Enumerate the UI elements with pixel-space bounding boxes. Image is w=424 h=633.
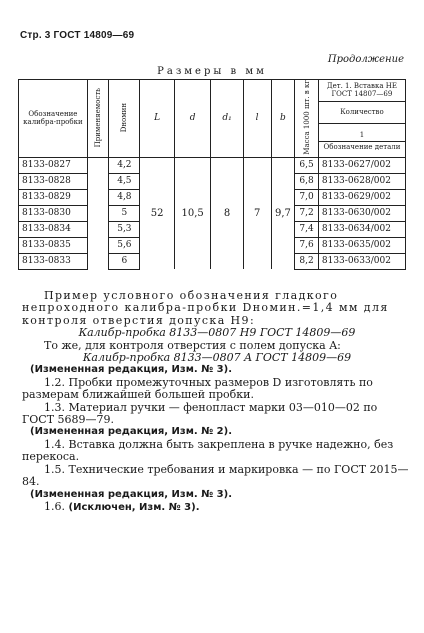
header-quantity-value: 1 <box>319 129 405 142</box>
cell-d1: 8 <box>211 157 243 269</box>
cell-mass: 6,8 <box>295 173 319 189</box>
cell-mass: 7,6 <box>295 237 319 253</box>
header-quantity-label: Количество <box>318 101 405 123</box>
cell-applicability <box>87 237 109 253</box>
cell-mass: 7,0 <box>295 189 319 205</box>
header-dnom: Dномин <box>109 80 140 158</box>
paragraph-1-2: 1.2. Пробки промежуточных размеров D изготовлять по размерам ближайшей большей пробки. <box>22 375 373 402</box>
cell-code: 8133-0828 <box>19 173 88 189</box>
cell-l: 7 <box>243 157 271 269</box>
cell-dnom: 4,2 <box>109 157 140 173</box>
cell-detail: 8133-0629/002 <box>318 189 405 205</box>
cell-detail: 8133-0633/002 <box>318 253 405 269</box>
cell-detail: 8133-0630/002 <box>318 205 405 221</box>
header-b: b <box>271 80 295 158</box>
cell-code: 8133-0834 <box>19 221 88 237</box>
cell-mass: 6,5 <box>295 157 319 173</box>
cell-dnom: 5,6 <box>109 237 140 253</box>
cell-applicability <box>87 253 109 269</box>
example-paragraph: Пример условного обозначения гладкого непроходного калибра-пробки Dномин.=1,4 мм для контроля отверстия допуска H9: <box>22 289 389 327</box>
cell-applicability <box>87 221 109 237</box>
cell-code: 8133-0833 <box>19 253 88 269</box>
cell-dnom: 6 <box>109 253 140 269</box>
continuation-label: Продолжение <box>327 54 404 65</box>
cell-applicability <box>87 189 109 205</box>
cell-d: 10,5 <box>174 157 211 269</box>
example-formula-2: Калибр-пробка 8133—0807 A ГОСТ 14809—69 <box>82 351 352 365</box>
sizes-caption: Размеры в мм <box>157 66 267 77</box>
body-text <box>22 290 412 514</box>
header-mass: Масса 1000 шт. в кг <box>295 80 319 158</box>
header-quantity-block <box>318 123 405 157</box>
cell-detail: 8133-0634/002 <box>318 221 405 237</box>
header-L: L <box>140 80 174 158</box>
cell-code: 8133-0829 <box>19 189 88 205</box>
paragraph-1-6-label: 1.6. <box>44 499 65 513</box>
cell-mass: 7,2 <box>295 205 319 221</box>
cell-detail: 8133-0635/002 <box>318 237 405 253</box>
same-paragraph: То же, для контроля отверстия с полем допуска A: <box>44 338 341 352</box>
cell-L: 52 <box>140 157 174 269</box>
paragraph-1-3: 1.3. Материал ручки — фенопласт марки 03—010—02 по ГОСТ 5689—79. <box>22 400 378 427</box>
paragraph-1-5: 1.5. Технические требования и маркировка — по ГОСТ 2015—84. <box>22 462 409 489</box>
header-d1: d₁ <box>211 80 243 158</box>
cell-applicability <box>87 173 109 189</box>
edit-note-3b: (Измененная редакция, Изм. № 3). <box>30 488 233 500</box>
cell-b: 9,7 <box>271 157 295 269</box>
page-header: Стр. 3 ГОСТ 14809—69 <box>20 30 135 41</box>
cell-dnom: 5,3 <box>109 221 140 237</box>
header-detail: Дет. 1. Вставка НЕ ГОСТ 14807—69 <box>318 80 405 102</box>
cell-detail: 8133-0627/002 <box>318 157 405 173</box>
cell-code: 8133-0827 <box>19 157 88 173</box>
cell-detail: 8133-0628/002 <box>318 173 405 189</box>
table-row <box>19 157 406 173</box>
header-detail-designation: Обозначение детали <box>323 143 401 152</box>
dimensions-table <box>18 79 406 270</box>
cell-applicability <box>87 157 109 173</box>
cell-applicability <box>87 205 109 221</box>
paragraph-1-4: 1.4. Вставка должна быть закреплена в ручке надежно, без перекоса. <box>22 437 394 464</box>
example-formula-1: Калибр-пробка 8133—0807 H9 ГОСТ 14809—69 <box>78 326 356 340</box>
paragraph-1-6-text: (Исключен, Изм. № 3). <box>68 501 200 513</box>
edit-note-2: (Измененная редакция, Изм. № 2). <box>30 426 233 438</box>
edit-note-3: (Измененная редакция, Изм. № 3). <box>30 364 233 376</box>
cell-code: 8133-0835 <box>19 237 88 253</box>
header-d: d <box>174 80 211 158</box>
cell-mass: 8,2 <box>295 253 319 269</box>
cell-code: 8133-0830 <box>19 205 88 221</box>
cell-mass: 7,4 <box>295 221 319 237</box>
cell-dnom: 5 <box>109 205 140 221</box>
header-l: l <box>243 80 271 158</box>
paragraph-1-6 <box>22 501 412 514</box>
cell-dnom: 4,5 <box>109 173 140 189</box>
header-applicability: Применяемость <box>87 80 109 158</box>
header-designation: Обозначение калибра-пробки <box>19 80 88 158</box>
cell-dnom: 4,8 <box>109 189 140 205</box>
